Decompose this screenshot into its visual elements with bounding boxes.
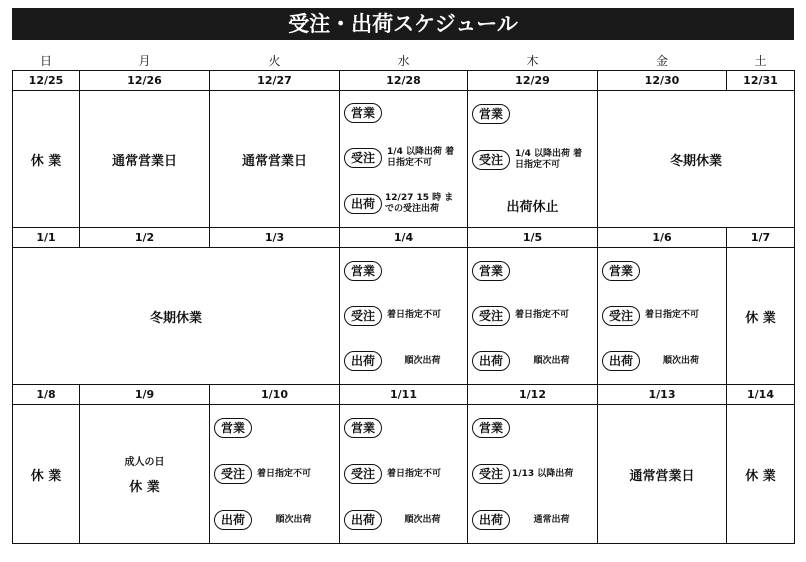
shukka-note: 順次出荷 [275,514,312,525]
juchu-note: 着日指定不可 [515,310,570,321]
day-cell-12-29 [468,91,598,228]
date-cell: 12/31 [727,71,795,91]
shukka-note: 順次出荷 [533,355,570,366]
date-cell: 1/13 [598,385,727,405]
juchu-badge: 受注 [214,464,252,484]
holiday-status: 休 業 [129,480,160,495]
date-cell: 12/29 [468,71,598,91]
date-cell: 1/7 [727,228,795,248]
date-cell: 1/11 [340,385,468,405]
day-cell-12-28 [340,91,468,228]
eigyo-badge: 営業 [602,261,640,281]
date-cell: 1/2 [80,228,210,248]
juchu-badge: 受注 [472,464,510,484]
day-cell-1-7: 休 業 [727,248,795,385]
day-cell-1-4 [340,248,468,385]
weekday-wed: 水 [397,54,410,68]
date-row-week1 [13,71,795,91]
juchu-badge: 受注 [344,148,382,168]
juchu-note: 着日指定不可 [387,468,442,479]
week1-row [13,91,795,228]
eigyo-badge: 営業 [344,103,382,123]
shukka-badge: 出荷 [602,351,640,371]
shukka-note: 12/27 15 時 までの受注出荷 [385,193,454,214]
juchu-badge: 受注 [472,150,510,170]
weekday-thu: 木 [526,54,539,68]
day-cell-12-30-31: 冬期休業 [598,91,795,228]
day-cell-1-11 [340,405,468,544]
shukka-badge: 出荷 [344,510,382,530]
day-cell-1-10 [210,405,340,544]
day-cell-1-9 [80,405,210,544]
date-cell: 1/1 [13,228,80,248]
date-cell: 1/14 [727,385,795,405]
eigyo-badge: 営業 [344,418,382,438]
eigyo-badge: 営業 [214,418,252,438]
date-cell: 1/9 [80,385,210,405]
date-cell: 1/3 [210,228,340,248]
week3-row [13,405,795,544]
day-cell-1-13: 通常営業日 [598,405,727,544]
shukka-badge: 出荷 [472,351,510,371]
shukka-note: 順次出荷 [404,514,441,525]
day-cell-1-14: 休 業 [727,405,795,544]
date-cell: 12/25 [13,71,80,91]
weekday-header [13,51,795,71]
weekday-sun: 日 [39,54,52,68]
shukka-badge: 出荷 [472,510,510,530]
day-cell-1-12 [468,405,598,544]
shukka-note: 通常出荷 [533,514,570,525]
juchu-note: 1/4 以降出荷 着日指定不可 [515,148,583,170]
shukka-note: 順次出荷 [663,355,700,366]
date-cell: 12/30 [598,71,727,91]
shipping-suspended: 出荷休止 [506,199,559,215]
juchu-note: 着日指定不可 [387,310,442,321]
eigyo-badge: 営業 [344,261,382,281]
date-cell: 1/5 [468,228,598,248]
date-cell: 12/26 [80,71,210,91]
holiday-name: 成人の日 [124,457,165,468]
shukka-badge: 出荷 [214,510,252,530]
juchu-note: 1/4 以降出荷 着日指定不可 [387,147,455,168]
weekday-mon: 月 [138,54,151,68]
weekday-fri: 金 [655,54,668,68]
juchu-badge: 受注 [344,306,382,326]
day-cell-12-25: 休 業 [13,91,80,228]
shukka-badge: 出荷 [344,194,382,214]
juchu-badge: 受注 [344,464,382,484]
shukka-note: 順次出荷 [404,355,441,366]
juchu-note: 着日指定不可 [257,468,312,479]
juchu-badge: 受注 [472,306,510,326]
day-cell-1-8: 休 業 [13,405,80,544]
shukka-badge: 出荷 [344,351,382,371]
date-row-week3 [13,385,795,405]
date-cell: 1/12 [468,385,598,405]
date-cell: 1/6 [598,228,727,248]
page-title: 受注・出荷スケジュール [12,8,794,40]
date-cell: 1/10 [210,385,340,405]
date-row-week2 [13,228,795,248]
date-cell: 1/8 [13,385,80,405]
juchu-badge: 受注 [602,306,640,326]
eigyo-badge: 営業 [472,104,510,124]
eigyo-badge: 営業 [472,261,510,281]
week2-row [13,248,795,385]
weekday-tue: 火 [268,54,281,68]
day-cell-1-5 [468,248,598,385]
juchu-note: 着日指定不可 [645,310,700,321]
schedule-calendar [12,51,795,544]
juchu-note: 1/13 以降出荷 [512,468,574,479]
day-cell-1-1-3: 冬期休業 [13,248,340,385]
date-cell: 1/4 [340,228,468,248]
date-cell: 12/28 [340,71,468,91]
eigyo-badge: 営業 [472,418,510,438]
weekday-sat: 土 [754,54,767,68]
day-cell-1-6 [598,248,727,385]
day-cell-12-27: 通常営業日 [210,91,340,228]
day-cell-12-26: 通常営業日 [80,91,210,228]
date-cell: 12/27 [210,71,340,91]
